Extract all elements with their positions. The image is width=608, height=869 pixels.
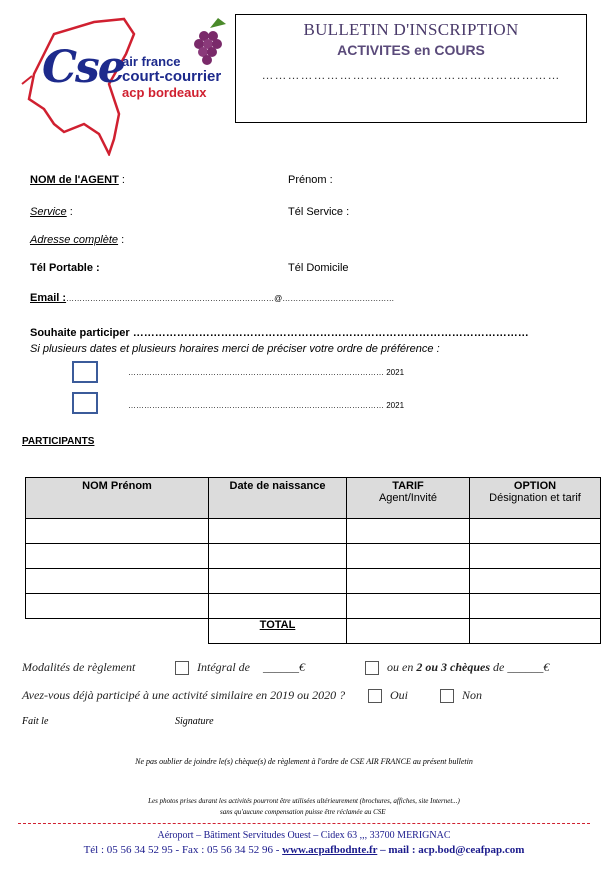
oui-checkbox[interactable] [368, 689, 382, 703]
title-line3: …………………………………………………………… [261, 68, 561, 82]
title-line2: ACTIVITES en COURS [337, 42, 485, 58]
oui-label: Oui [390, 688, 408, 702]
table-row[interactable] [26, 519, 601, 544]
ou-en-label: ou en [387, 660, 414, 674]
email-label: Email : [30, 292, 67, 304]
table-cell[interactable] [209, 569, 347, 594]
photos-note-2: sans qu'aucune compensation puisse être réclamée au CSE [220, 808, 386, 816]
footer-divider [18, 823, 590, 824]
table-cell[interactable] [209, 544, 347, 569]
footer-contact [0, 844, 608, 856]
table-cell[interactable] [470, 594, 601, 619]
prenom-field[interactable]: Prénom : [288, 174, 333, 186]
empty-cell [26, 619, 209, 644]
table-header-row [26, 478, 601, 519]
deja-question: Avez-vous déjà participé à une activité similaire en 2019 ou 2020 ? [22, 688, 346, 702]
table-cell[interactable] [347, 594, 470, 619]
table-row[interactable] [26, 594, 601, 619]
grape-icon [194, 18, 226, 65]
table-cell[interactable] [470, 544, 601, 569]
adresse-colon: : [118, 234, 125, 246]
cheques-blank[interactable]: ______€ [507, 660, 550, 674]
participants-heading: PARTICIPANTS [22, 436, 95, 447]
table-cell[interactable] [470, 519, 601, 544]
table-cell[interactable] [347, 569, 470, 594]
footer-mail[interactable]: – mail : acp.bod@ceafpap.com [377, 844, 525, 856]
table-cell[interactable] [209, 519, 347, 544]
total-option-cell[interactable] [470, 619, 601, 644]
integral-label: Intégral de [197, 660, 250, 674]
table-cell[interactable] [470, 569, 601, 594]
footer-tel: Tél : 05 56 34 52 95 - Fax : 05 56 34 52 96 - [83, 844, 283, 856]
cheques-checkbox[interactable] [365, 661, 379, 675]
date-checkbox-2[interactable] [72, 392, 98, 414]
integral-blank[interactable]: ______€ [263, 660, 305, 674]
service-label: Service [30, 206, 67, 218]
logo-line3: acp bordeaux [122, 85, 207, 100]
table-cell[interactable] [26, 594, 209, 619]
table-row[interactable] [26, 544, 601, 569]
footer-address: Aéroport – Bâtiment Servitudes Ouest – Cidex 63 ,,, 33700 MERIGNAC [157, 830, 451, 841]
nom-agent-label: NOM de l'AGENT [30, 174, 119, 186]
souhaite-field[interactable]: Souhaite participer ……………………………………………………………………………………………… [30, 327, 529, 339]
tel-portable-field[interactable]: Tél Portable : [30, 262, 100, 274]
service-field[interactable] [30, 206, 73, 218]
tel-domicile-field[interactable]: Tél Domicile [288, 262, 349, 274]
non-checkbox[interactable] [440, 689, 454, 703]
tel-service-field[interactable]: Tél Service : [288, 206, 350, 218]
fait-le-field[interactable]: Fait le [22, 716, 49, 727]
date-line-1[interactable]: …………………………………………………………………………………… 2021 [128, 368, 405, 377]
total-label: TOTAL [259, 619, 296, 631]
participants-table [25, 477, 601, 644]
service-colon: : [66, 206, 73, 218]
nom-agent-field[interactable] [30, 174, 125, 186]
nom-agent-colon: : [118, 174, 125, 186]
modalites-line [22, 660, 135, 675]
cheques-label: 2 ou 3 chèques [416, 660, 490, 674]
footer-website-link[interactable]: www.acpafbodnte.fr [282, 844, 378, 856]
logo-line1: air france [122, 54, 181, 69]
de-label: de [493, 660, 505, 674]
title-line1: BULLETIN D'INSCRIPTION [303, 20, 519, 39]
total-tarif-cell[interactable] [347, 619, 470, 644]
col-date-naissance: Date de naissance [209, 478, 347, 519]
integral-checkbox[interactable] [175, 661, 189, 675]
non-label: Non [462, 688, 483, 702]
table-cell[interactable] [26, 544, 209, 569]
logo-line2: court-courrier [122, 68, 222, 85]
col-nom-prenom: NOM Prénom [26, 478, 209, 519]
col-option: OPTION Désignation et tarif [470, 478, 601, 519]
table-cell[interactable] [347, 519, 470, 544]
cse-logo [14, 14, 228, 156]
table-cell[interactable] [209, 594, 347, 619]
cheques-option[interactable] [365, 660, 549, 675]
table-row[interactable] [26, 569, 601, 594]
table-cell[interactable] [26, 519, 209, 544]
modalites-label: Modalités de règlement [22, 660, 136, 674]
date-line-2[interactable]: …………………………………………………………………………………… 2021 [128, 401, 405, 410]
table-cell[interactable] [26, 569, 209, 594]
email-dots: ……………………………………………………………………@…………………………………… [66, 294, 395, 303]
table-cell[interactable] [347, 544, 470, 569]
plusieurs-note: Si plusieurs dates et plusieurs horaires merci de préciser votre ordre de préférence : [30, 343, 440, 355]
title-box [235, 14, 587, 123]
oui-option[interactable] [368, 688, 408, 703]
adresse-field[interactable] [30, 234, 124, 246]
non-option[interactable] [440, 688, 482, 703]
date-checkbox-1[interactable] [72, 361, 98, 383]
col-tarif: TARIF Agent/Invité [347, 478, 470, 519]
total-row [26, 619, 601, 644]
adresse-label: Adresse complète [30, 234, 119, 246]
integral-option[interactable] [175, 660, 305, 675]
signature-field[interactable]: Signature [175, 716, 214, 727]
email-field[interactable] [30, 292, 394, 304]
cheque-note: Ne pas oublier de joindre le(s) chèque(s) de règlement à l'ordre de CSE AIR FRANCE au présent bulletin [135, 757, 473, 766]
photos-note-1: Les photos prises durant les activités pourront être utilisées ultérieurement (brochures, affiches, site Internet...) [148, 797, 460, 805]
total-label-cell [209, 619, 347, 644]
logo-cse-text: Cse [42, 42, 124, 93]
